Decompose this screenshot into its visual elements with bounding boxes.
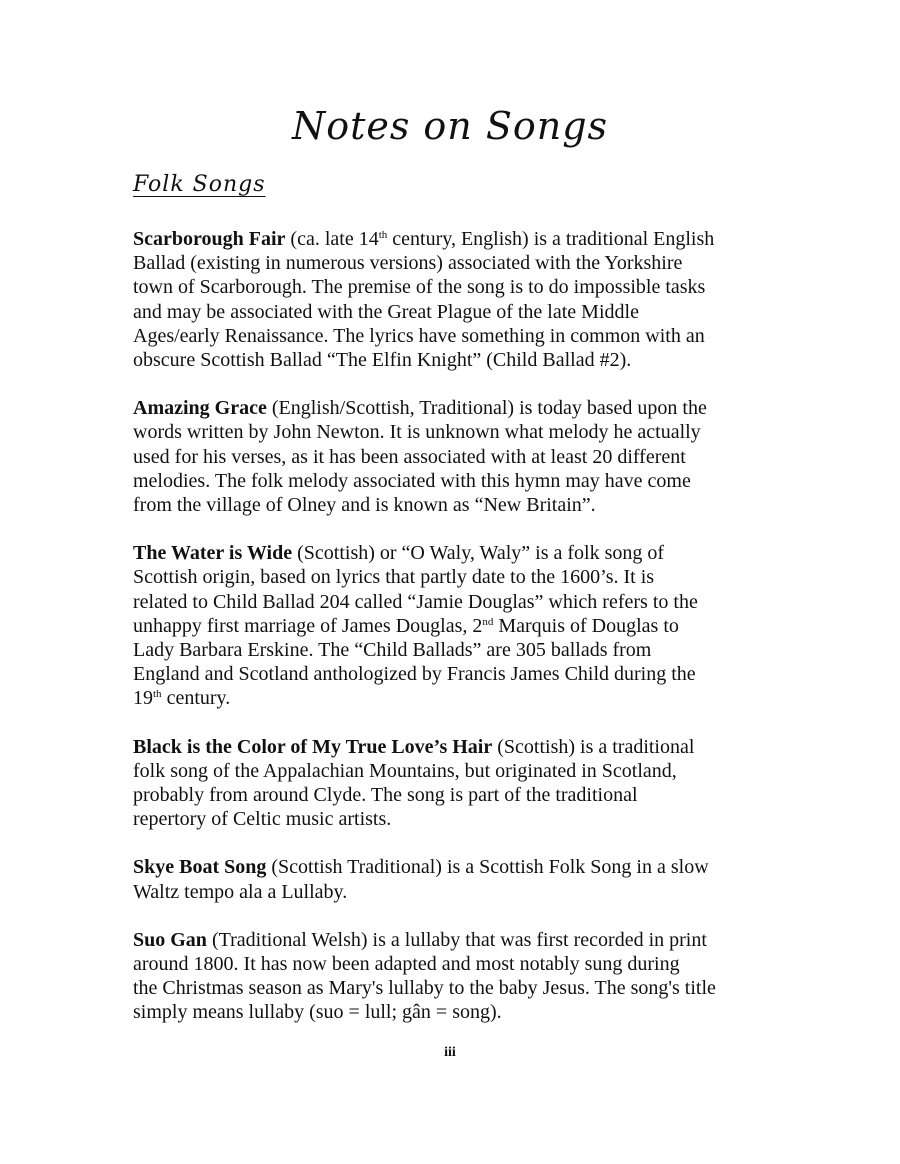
text-line: Scarborough Fair (ca. late 14th century, English) is a traditional English <box>133 228 715 250</box>
page-title: Notes on Songs <box>291 104 609 148</box>
song-title: Skye Boat Song <box>133 856 267 879</box>
text-line: around 1800. It has now been adapted and most notably sung during <box>133 953 680 976</box>
text-line: the Christmas season as Mary's lullaby to the baby Jesus. The song's title <box>133 977 716 1000</box>
text-line: from the village of Olney and is known as “New Britain”. <box>133 494 596 517</box>
song-note-black-is-the-color <box>133 735 773 832</box>
song-note-scarborough-fair <box>133 227 773 372</box>
text-line: 19th century. <box>133 687 231 710</box>
text-line: Suo Gan (Traditional Welsh) is a lullaby that was first recorded in print <box>133 928 707 951</box>
text-line: Scottish origin, based on lyrics that partly date to the 1600’s. It is <box>133 566 655 589</box>
text-line: Amazing Grace (English/Scottish, Traditional) is today based upon the <box>133 397 707 420</box>
song-title: Scarborough Fair <box>133 228 286 250</box>
song-note-suo-gan <box>133 928 773 1025</box>
song-note-amazing-grace <box>133 396 773 517</box>
song-note-skye-boat-song <box>133 855 773 903</box>
text-line: and may be associated with the Great Plague of the late Middle <box>133 300 639 323</box>
page-number: iii <box>444 1045 456 1060</box>
song-title: The Water is Wide <box>133 542 293 565</box>
text-line: Ages/early Renaissance. The lyrics have something in common with an <box>133 324 705 347</box>
text-line: Ballad (existing in numerous versions) associated with the Yorkshire <box>133 252 683 275</box>
text-line: related to Child Ballad 204 called “Jamie Douglas” which refers to the <box>133 590 698 613</box>
text-line: Waltz tempo ala a Lullaby. <box>133 880 348 903</box>
text-line: England and Scotland anthologized by Francis James Child during the <box>133 663 696 686</box>
text-line: unhappy first marriage of James Douglas, 2nd Marquis of Douglas to <box>133 614 679 637</box>
text-line: melodies. The folk melody associated with this hymn may have come <box>133 469 691 492</box>
song-title: Black is the Color of My True Love’s Hair <box>133 735 493 758</box>
song-notes-list <box>133 227 773 1049</box>
text-line: folk song of the Appalachian Mountains, but originated in Scotland, <box>133 759 677 782</box>
text-line: Skye Boat Song (Scottish Traditional) is a Scottish Folk Song in a slow <box>133 856 709 879</box>
text-line: Lady Barbara Erskine. The “Child Ballads” are 305 ballads from <box>133 639 652 662</box>
section-heading-folk-songs: Folk Songs <box>133 172 266 197</box>
text-line: repertory of Celtic music artists. <box>133 808 392 831</box>
text-line: used for his verses, as it has been associated with at least 20 different <box>133 445 686 468</box>
text-line: The Water is Wide (Scottish) or “O Waly, Waly” is a folk song of <box>133 542 665 565</box>
text-line: simply means lullaby (suo = lull; gân = song). <box>133 1001 502 1024</box>
text-line: obscure Scottish Ballad “The Elfin Knight” (Child Ballad #2). <box>133 349 632 372</box>
song-note-the-water-is-wide <box>133 541 773 710</box>
song-title: Suo Gan <box>133 928 207 951</box>
text-line: words written by John Newton. It is unknown what melody he actually <box>133 421 701 444</box>
text-line: probably from around Clyde. The song is part of the traditional <box>133 784 638 807</box>
text-line: town of Scarborough. The premise of the song is to do impossible tasks <box>133 276 706 299</box>
song-title: Amazing Grace <box>133 397 267 420</box>
text-line: Black is the Color of My True Love’s Hair (Scottish) is a traditional <box>133 735 695 758</box>
